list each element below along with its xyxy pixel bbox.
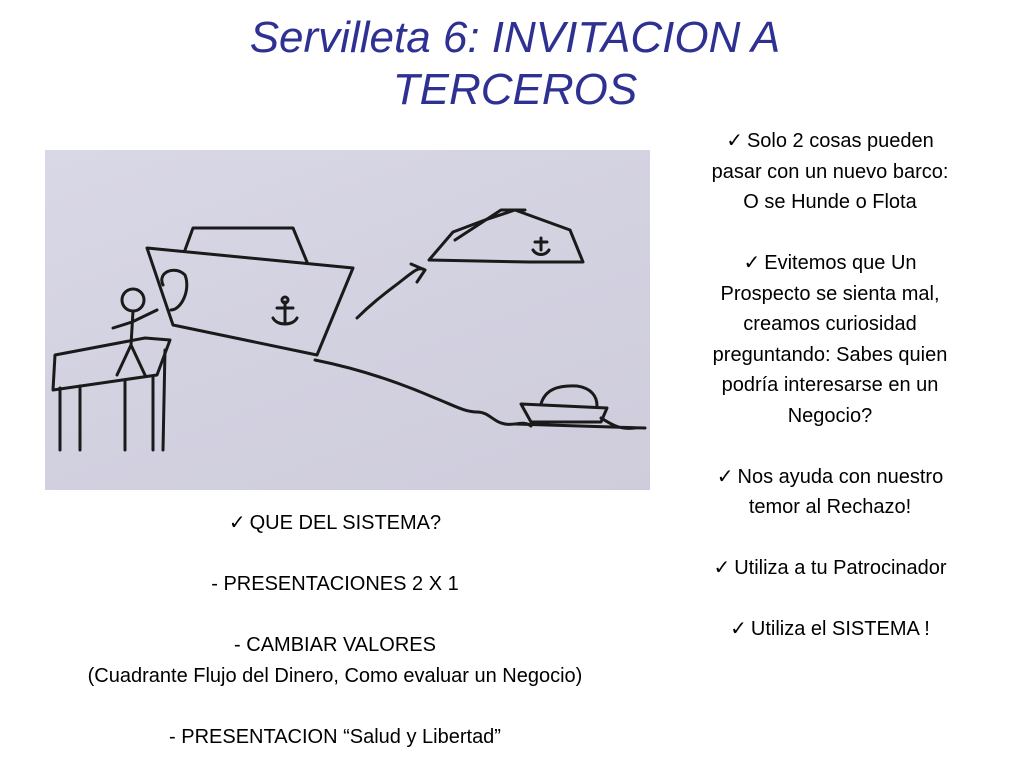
right-bullet-list [664, 126, 996, 675]
slide-title-line-1: Servilleta 6: INVITACION A [249, 13, 781, 62]
bottom-item-detail: (Cuadrante Flujo del Dinero, Como evaluar un Negocio) [87, 664, 583, 687]
check-icon: ✓ [726, 130, 743, 152]
bottom-text-block [10, 508, 660, 783]
floating-boat [429, 210, 583, 262]
sinking-boat [515, 386, 645, 429]
bottom-item: - CAMBIAR VALORES [234, 634, 436, 656]
check-icon: ✓ [730, 618, 747, 640]
check-icon: ✓ [713, 557, 731, 579]
stick-figure [113, 289, 157, 375]
slide-title-line-2: TERCEROS [392, 65, 638, 114]
bullet-item: ✓ Utiliza a tu Patrocinador [713, 557, 947, 579]
check-icon: ✓ [743, 252, 761, 274]
anchor [273, 297, 297, 324]
arrow-up [357, 264, 425, 318]
waves [315, 360, 531, 426]
bottom-item: - PRESENTACIONES 2 X 1 [211, 573, 459, 595]
napkin-sketch-image [45, 150, 650, 490]
slide-title [120, 12, 910, 116]
bullet-item: ✓ Solo 2 cosas pueden pasar con un nuevo barco: O se Hunde o Flota [711, 130, 949, 213]
bullet-item: ✓ Evitemos que Un Prospecto se sienta mal, creamos curiosidad preguntando: Sabes quien podría interesarse en un Negocio? [712, 252, 948, 427]
check-icon: ✓ [716, 465, 734, 488]
bottom-heading: ✓ QUE DEL SISTEMA? [228, 512, 442, 534]
bullet-item: ✓ Nos ayuda con nuestro temor al Rechazo! [716, 465, 944, 518]
dock [53, 338, 170, 450]
bullet-item: ✓ Utiliza el SISTEMA ! [730, 618, 930, 640]
check-icon: ✓ [228, 512, 246, 534]
boat [147, 228, 353, 355]
bottom-item: - PRESENTACION “Salud y Libertad” [169, 725, 501, 748]
